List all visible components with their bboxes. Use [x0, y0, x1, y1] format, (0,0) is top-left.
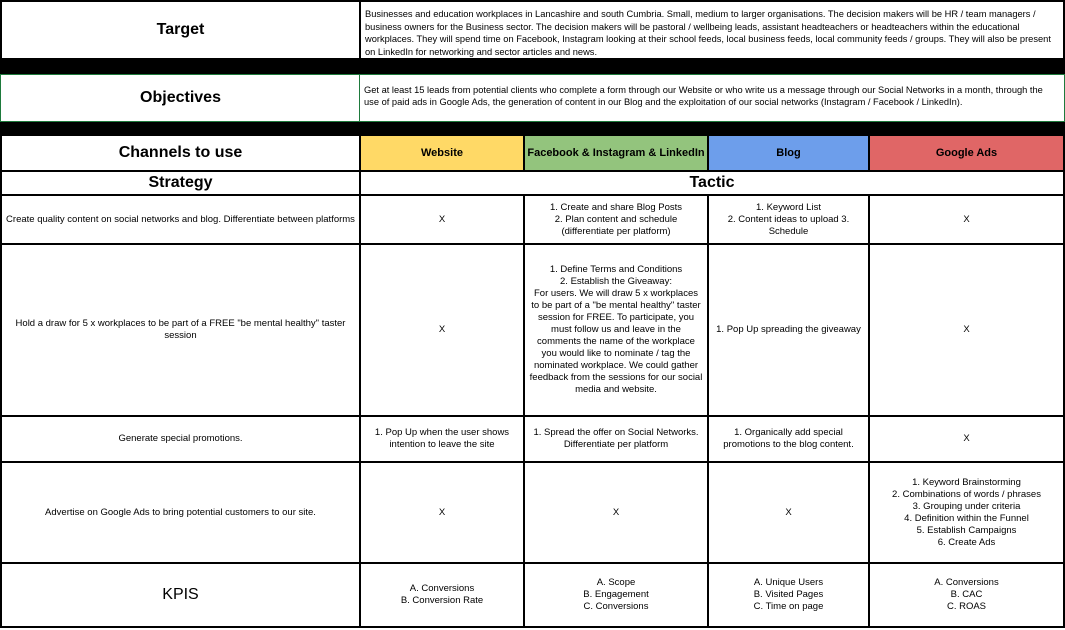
- strategy-cell: Hold a draw for 5 x workplaces to be part of a FREE "be mental healthy" taster session: [0, 243, 361, 417]
- objectives-label: Objectives: [0, 74, 361, 122]
- strategy-cell: Generate special promotions.: [0, 415, 361, 463]
- tactic-cell-social: 1. Spread the offer on Social Networks. Differentiate per platform: [523, 415, 709, 463]
- tactic-cell-website: 1. Pop Up when the user shows intention to leave the site: [359, 415, 525, 463]
- tactic-cell-blog: X: [707, 461, 870, 564]
- target-label: Target: [0, 0, 361, 60]
- channel-blog: Blog: [707, 134, 870, 172]
- strategy-cell: Create quality content on social networks and blog. Differentiate between platforms: [0, 194, 361, 245]
- strategy-header: Strategy: [0, 170, 361, 196]
- tactic-header: Tactic: [359, 170, 1065, 196]
- kpi-cell-google-ads: A. Conversions B. CAC C. ROAS: [868, 562, 1065, 628]
- separator-bar: [0, 59, 1065, 75]
- kpis-label: KPIS: [0, 562, 361, 628]
- target-text: Businesses and education workplaces in Lancashire and south Cumbria. Small, medium to larger organisations. The decision makers will be HR / team managers / business owners for the Business sector. The decision makers will be pastoral / wellbeing leads, assistant headteachers or headteachers within the educational workplaces. They will spend time on Facebook, Instagram looking at their school feeds, local business feeds, local community feeds / groups. They will also be present on LinkedIn for networking and sector articles and news.: [359, 0, 1065, 60]
- strategy-cell: Advertise on Google Ads to bring potential customers to our site.: [0, 461, 361, 564]
- kpi-cell-website: A. Conversions B. Conversion Rate: [359, 562, 525, 628]
- tactic-cell-social: X: [523, 461, 709, 564]
- objectives-text: Get at least 15 leads from potential clients who complete a form through our Website or who write us a message through our Social Networks in a month, through the use of paid ads in Google Ads, the generation of content in our Blog and the exploitation of our social networks (Instagram / Facebook / LinkedIn).: [359, 74, 1065, 122]
- tactic-cell-website: X: [359, 194, 525, 245]
- channel-social: Facebook & Instagram & LinkedIn: [523, 134, 709, 172]
- channel-google-ads: Google Ads: [868, 134, 1065, 172]
- tactic-cell-blog: 1. Organically add special promotions to the blog content.: [707, 415, 870, 463]
- tactic-cell-google-ads: 1. Keyword Brainstorming 2. Combinations of words / phrases 3. Grouping under criteria 4. Definition within the Funnel 5. Establish Campaigns 6. Create Ads: [868, 461, 1065, 564]
- tactic-cell-blog: 1. Keyword List 2. Content ideas to upload 3. Schedule: [707, 194, 870, 245]
- tactic-cell-google-ads: X: [868, 243, 1065, 417]
- kpi-cell-social: A. Scope B. Engagement C. Conversions: [523, 562, 709, 628]
- tactic-cell-website: X: [359, 243, 525, 417]
- tactic-cell-social: 1. Create and share Blog Posts 2. Plan content and schedule (differentiate per platform): [523, 194, 709, 245]
- channel-website: Website: [359, 134, 525, 172]
- tactic-cell-google-ads: X: [868, 415, 1065, 463]
- tactic-cell-social: 1. Define Terms and Conditions 2. Establish the Giveaway: For users. We will draw 5 x workplaces to be part of a "be mental healthy" taster session for FREE. To participate, you must follow us and leave in the comments the name of the workplace you would like to nominate / tag the nominated workplace. We could gather feedback from the sessions for our social media and website.: [523, 243, 709, 417]
- channels-label: Channels to use: [0, 134, 361, 172]
- tactic-cell-blog: 1. Pop Up spreading the giveaway: [707, 243, 870, 417]
- kpi-cell-blog: A. Unique Users B. Visited Pages C. Time on page: [707, 562, 870, 628]
- tactic-cell-website: X: [359, 461, 525, 564]
- tactic-cell-google-ads: X: [868, 194, 1065, 245]
